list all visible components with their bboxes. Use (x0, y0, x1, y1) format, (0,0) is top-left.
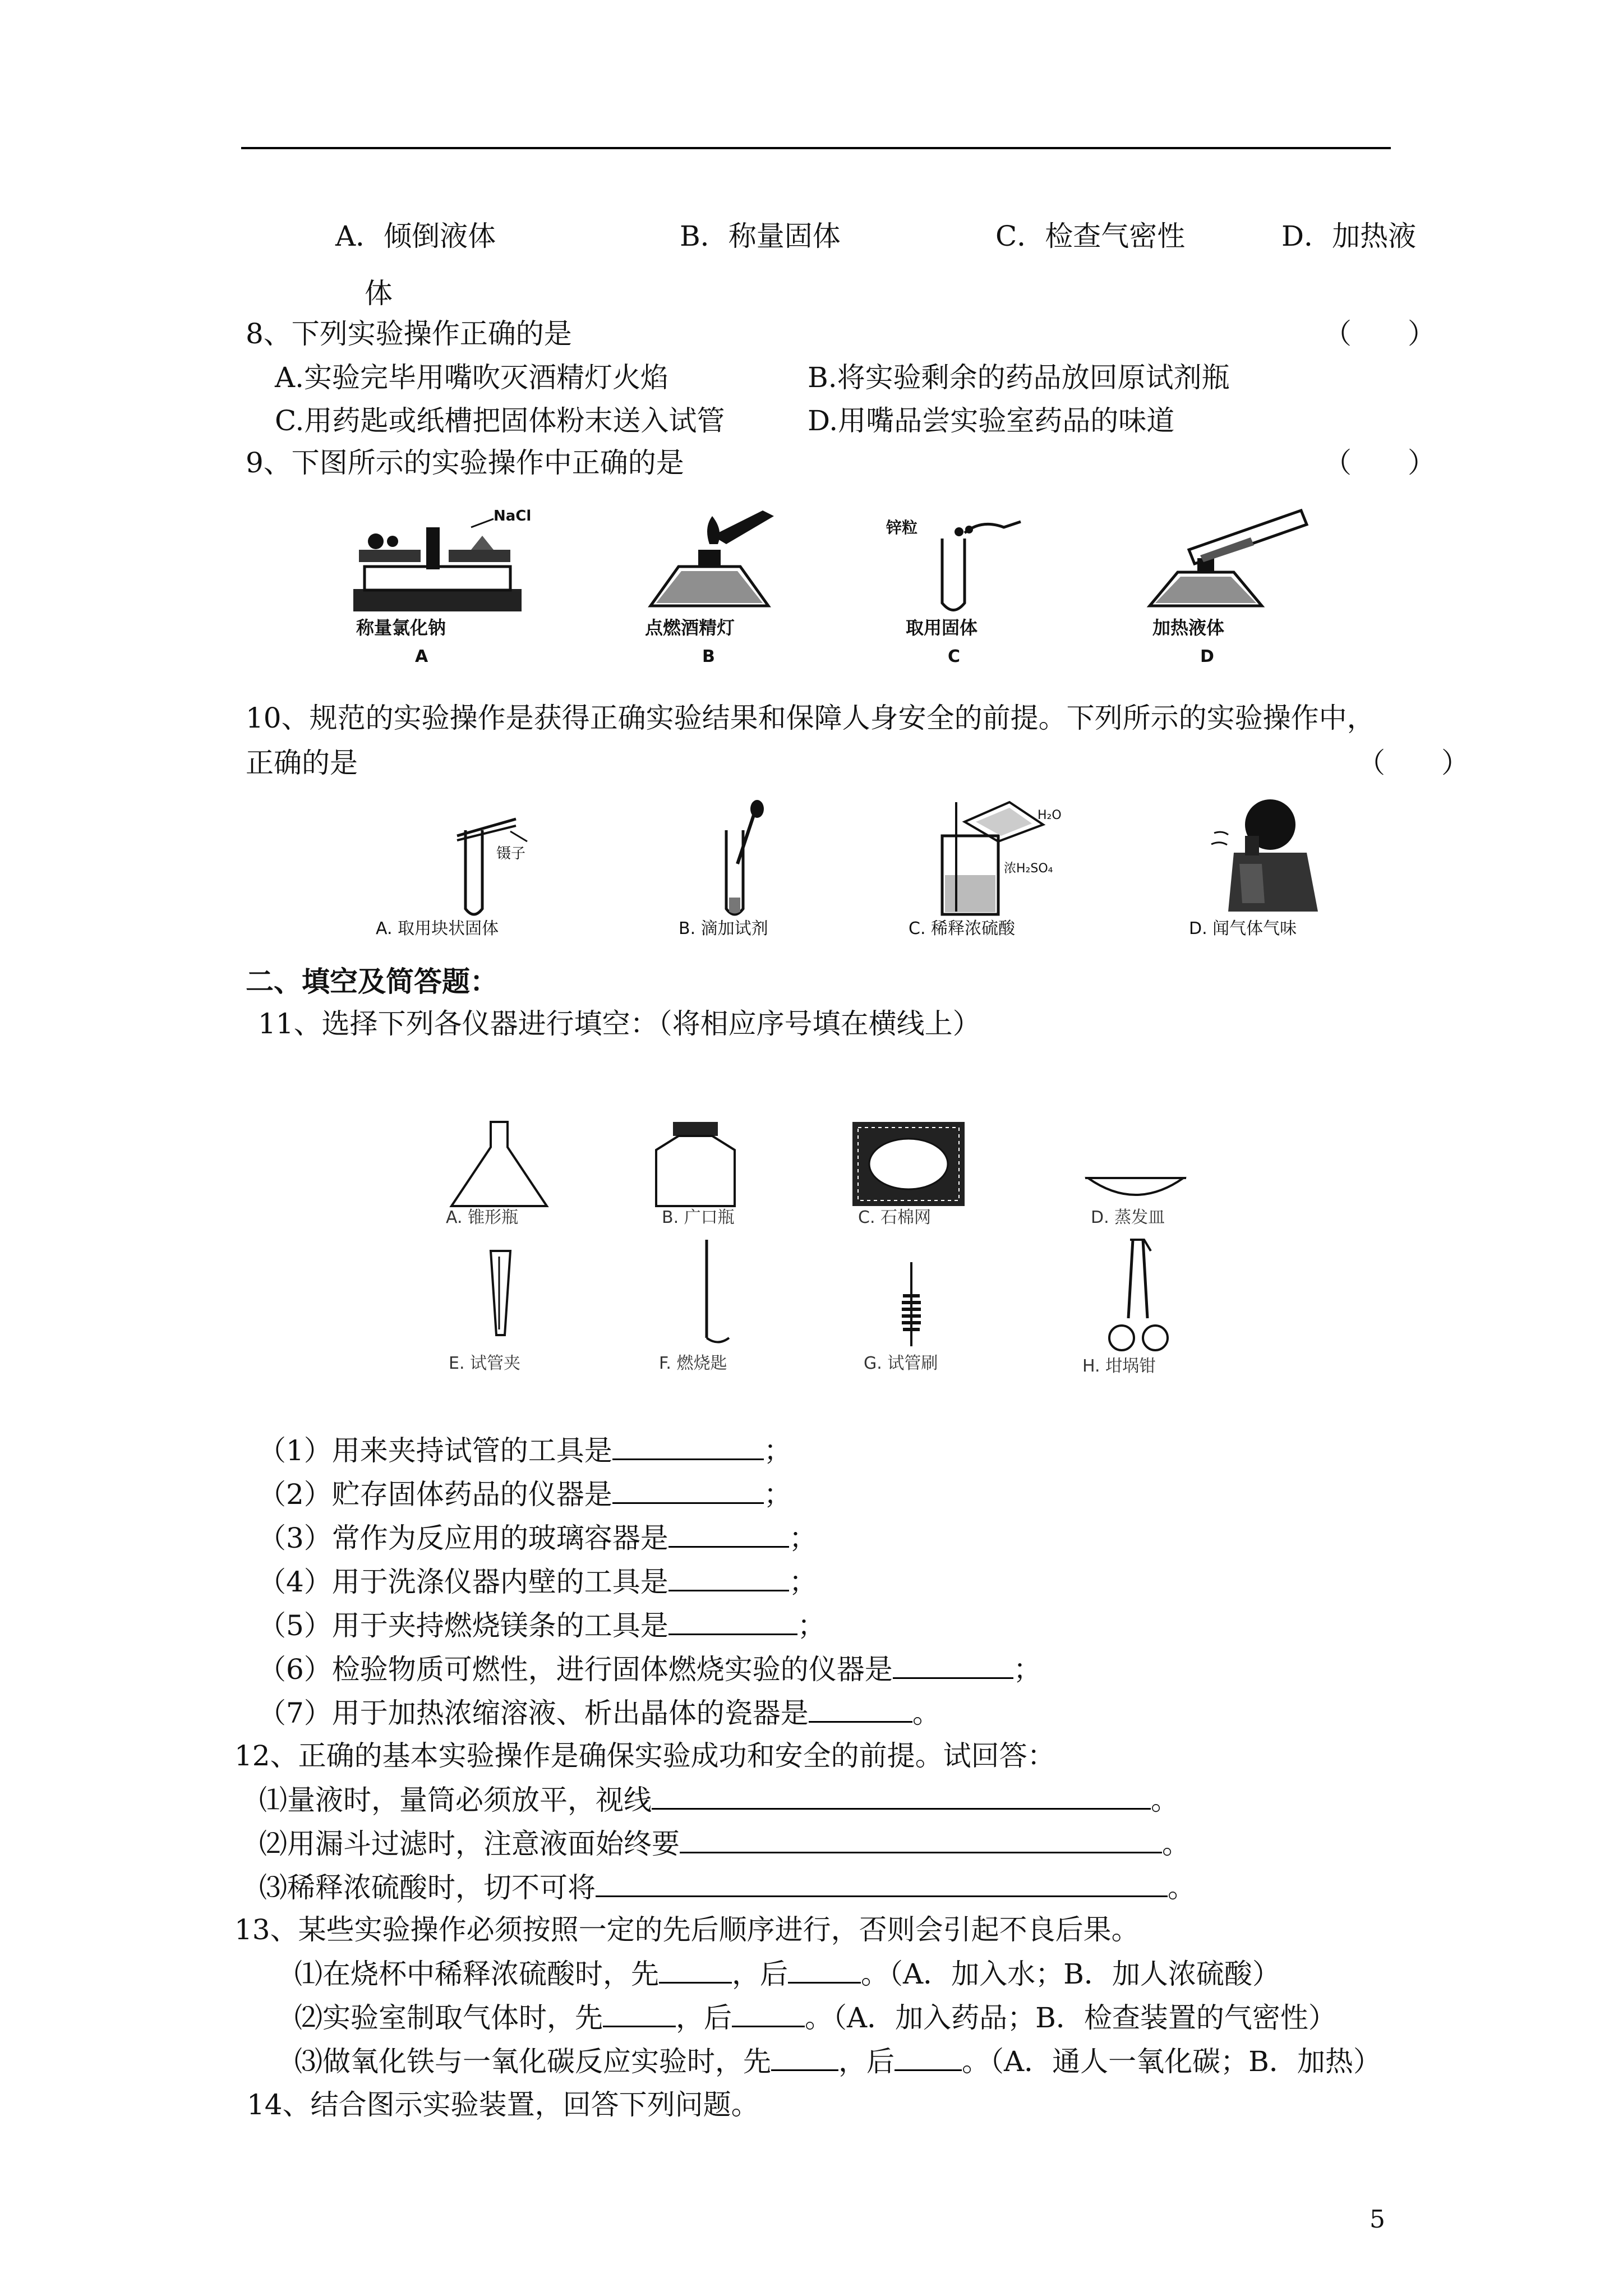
q9-stem: 9、下图所示的实验操作中正确的是 (246, 447, 684, 479)
q13-item-1-first-blank[interactable] (659, 1959, 732, 1984)
q11-item-2: （2）贮存固体药品的仪器是 ； (258, 1478, 792, 1511)
instrument-wide-mouth-bottle (656, 1122, 735, 1227)
q11-item-4-answer-blank[interactable] (668, 1567, 789, 1591)
instrument-conical-flask (446, 1122, 547, 1227)
q13-stem: 13、某些实验操作必须按照一定的先后顺序进行，否则会引起不良后果。 (234, 1913, 1140, 1946)
q10-answer-paren: （ ） (1357, 747, 1469, 779)
q11-item-3: （3）常作为反应用的玻璃容器是 ； (258, 1522, 817, 1554)
q12-item-1: ⑴量液时，量筒必须放平，视线 。 (259, 1784, 1179, 1816)
q9-figure-c-caption: 取用固体 (906, 617, 978, 638)
q9-figure-b-caption: 点燃酒精灯 (645, 617, 735, 638)
instrument-g-caption: G. 试管刷 (864, 1354, 938, 1373)
q14-stem: 14、结合图示实验装置，回答下列问题。 (247, 2088, 759, 2121)
q10-figure-d-smelling (1166, 791, 1352, 942)
q7-option-c: C．检查气密性 (995, 220, 1186, 252)
q7-option-d: D．加热液 (1281, 220, 1417, 252)
q9-answer-paren: （ ） (1324, 447, 1436, 479)
q8-option-a: A.实验完毕用嘴吹灭酒精灯火焰 (275, 361, 669, 394)
q11-item-2-answer-blank[interactable] (612, 1480, 764, 1504)
q11-item-6: （6）检验物质可燃性，进行固体燃烧实验的仪器是 ； (258, 1653, 1041, 1686)
q9-figure-a-label: NaCl (494, 508, 532, 524)
page-number: 5 (1370, 2205, 1385, 2234)
q11-item-4: （4）用于洗涤仪器内壁的工具是 ； (258, 1566, 817, 1598)
q11-item-7-answer-blank[interactable] (809, 1699, 912, 1723)
q12-item-2: ⑵用漏斗过滤时，注意液面始终要 。 (259, 1828, 1190, 1860)
q13-item-3: ⑶做氧化铁与一氧化碳反应实验时，先 ，后 。（A．通人一氧化碳；B．加热） (294, 2045, 1381, 2078)
q11-item-1: （1）用来夹持试管的工具是 ； (258, 1434, 792, 1467)
q10-figure-c-dilution (897, 791, 1099, 942)
q10-stem-line1: 10、规范的实验操作是获得正确实验结果和保障人身安全的前提。下列所示的实验操作中， (246, 702, 1375, 734)
q9-figure-d-heating (1138, 505, 1324, 668)
q13-item-1: ⑴在烧杯中稀释浓硫酸时，先 ，后 。（A．加入水；B．加人浓硫酸） (294, 1958, 1280, 1990)
instrument-b-caption: B. 广口瓶 (662, 1208, 735, 1227)
q9-figure-d-caption: 加热液体 (1152, 617, 1225, 638)
instrument-a-caption: A. 锥形瓶 (446, 1208, 519, 1227)
q8-stem: 8、下列实验操作正确的是 (246, 318, 572, 350)
instrument-asbestos-gauze (852, 1122, 965, 1227)
q12-stem: 12、正确的基本实验操作是确保实验成功和安全的前提。试回答： (234, 1740, 1055, 1772)
q8-answer-paren: （ ） (1324, 318, 1436, 350)
q10-figure-a-tweezers (365, 797, 550, 942)
q10-figure-c-caption: C. 稀释浓硫酸 (909, 919, 1016, 938)
q12-item-3-answer-blank[interactable] (596, 1873, 1168, 1897)
q10-figure-c-label-bottom: 浓H₂SO₄ (1004, 862, 1053, 876)
header-rule (241, 147, 1391, 149)
instrument-e-caption: E. 试管夹 (449, 1354, 521, 1373)
instrument-test-tube-brush (864, 1262, 938, 1373)
q12-item-1-answer-blank[interactable] (652, 1786, 1151, 1810)
instrument-d-caption: D. 蒸发皿 (1091, 1208, 1165, 1227)
q10-figure-a-caption: A. 取用块状固体 (376, 919, 499, 938)
q10-figure-b-caption: B. 滴加试剂 (679, 919, 768, 938)
q10-figure-a-label: 镊子 (496, 845, 526, 862)
q10-figure-c-label-top: H₂O (1038, 808, 1062, 822)
q9-figure-a-letter: A (415, 647, 428, 666)
q10-figure-d-caption: D. 闻气体气味 (1189, 919, 1297, 938)
q9-figure-d-letter: D (1200, 647, 1214, 666)
instrument-h-caption: H. 坩埚钳 (1082, 1356, 1156, 1376)
q11-item-5-answer-blank[interactable] (668, 1611, 797, 1635)
q11-instruments-row2 (443, 1234, 1256, 1380)
q8-option-c: C.用药匙或纸槽把固体粉末送入试管 (275, 404, 725, 437)
q13-item-2: ⑵实验室制取气体时，先 ，后 。（A．加入药品；B．检查装置的气密性） (294, 2001, 1336, 2034)
q7-option-d-wrap: 体 (365, 277, 393, 310)
q13-item-3-first-blank[interactable] (771, 2047, 838, 2071)
q7-option-a: A．倾倒液体 (335, 220, 496, 252)
q11-stem: 11、选择下列各仪器进行填空：（将相应序号填在横线上） (258, 1007, 981, 1040)
q12-item-3: ⑶稀释浓硫酸时，切不可将 。 (259, 1871, 1196, 1904)
instrument-test-tube-holder (449, 1251, 520, 1373)
section2-title: 二、填空及简答题： (246, 965, 498, 998)
q11-item-1-answer-blank[interactable] (612, 1436, 764, 1460)
q11-item-7: （7）用于加热浓缩溶液、析出晶体的瓷器是 。 (258, 1697, 940, 1729)
q13-item-2-second-blank[interactable] (732, 2003, 805, 2027)
instrument-evaporating-dish (1085, 1178, 1186, 1227)
instrument-crucible-tongs (1082, 1240, 1168, 1376)
q9-figure-a-caption: 称量氯化钠 (356, 617, 446, 638)
q10-stem-line2: 正确的是 (246, 747, 358, 779)
q12-item-2-answer-blank[interactable] (680, 1829, 1162, 1853)
q9-figure-c-letter: C (948, 647, 961, 666)
instrument-f-caption: F. 燃烧匙 (659, 1354, 727, 1373)
q8-option-d: D.用嘴品尝实验室药品的味道 (808, 404, 1175, 437)
q11-item-5: （5）用于夹持燃烧镁条的工具是 ； (258, 1609, 826, 1642)
q13-item-3-second-blank[interactable] (895, 2047, 962, 2071)
q9-figure-b-lamp (628, 505, 813, 668)
q10-figure-b-dropper (656, 797, 819, 942)
q9-figure-a-balance (342, 505, 544, 668)
q13-item-2-first-blank[interactable] (603, 2003, 676, 2027)
q7-option-b: B．称量固体 (680, 220, 841, 252)
instrument-c-caption: C. 石棉网 (858, 1208, 932, 1227)
q11-instruments-row1 (443, 1111, 1256, 1234)
instrument-combustion-spoon (659, 1240, 729, 1373)
q9-figure-b-letter: B (702, 647, 715, 666)
q11-item-6-answer-blank[interactable] (893, 1655, 1013, 1679)
q8-option-b: B.将实验剩余的药品放回原试剂瓶 (808, 361, 1230, 394)
q11-item-3-answer-blank[interactable] (668, 1524, 789, 1548)
q9-figure-c-tube (875, 505, 1066, 668)
q9-figure-c-label: 锌粒 (886, 518, 918, 537)
q13-item-1-second-blank[interactable] (788, 1959, 861, 1984)
